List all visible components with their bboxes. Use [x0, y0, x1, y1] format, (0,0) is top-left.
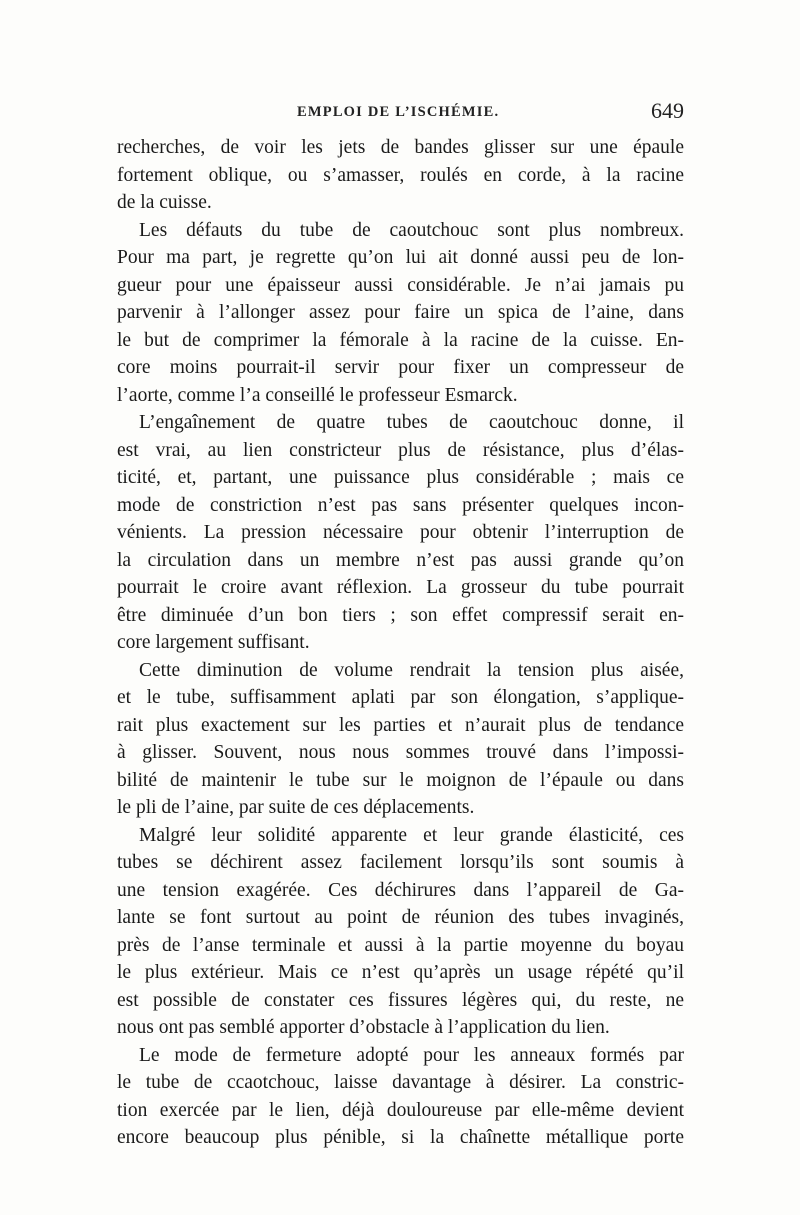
text-line: tubes se déchirent assez facilement lorsqu’ils sont soumis à — [117, 852, 684, 873]
text-line: près de l’anse terminale et aussi à la partie moyenne du boyau — [117, 934, 684, 956]
text-line: vénients. La pression nécessaire pour obtenir l’interruption de — [117, 522, 684, 543]
text-line: le plus extérieur. Mais ce n’est qu’après un usage répété qu’il — [117, 962, 684, 983]
text-line: recherches, de voir les jets de bandes glisser sur une épaule — [117, 137, 684, 158]
text-line: lante se font surtout au point de réunion des tubes invaginés, — [117, 907, 684, 928]
text-line: à glisser. Souvent, nous nous sommes trouvé dans l’impossi- — [117, 742, 684, 763]
body-text — [117, 134, 684, 1152]
text-line: être diminuée d’un bon tiers ; son effet compressif serait en- — [117, 604, 684, 626]
text-line: mode de constriction n’est pas sans présenter quelques incon- — [117, 494, 684, 516]
text-line: le tube de ccaotchouc, laisse davantage à désirer. La constric- — [117, 1072, 684, 1093]
text-line: le but de comprimer la fémorale à la racine de la cuisse. En- — [117, 329, 684, 351]
text-line: tion exercée par le lien, déjà douloureuse par elle-même devient — [117, 1099, 684, 1121]
text-line: Le mode de fermeture adopté pour les anneaux formés par — [139, 1044, 684, 1066]
text-line: Pour ma part, je regrette qu’on lui ait donné aussi peu de lon- — [117, 247, 684, 268]
text-line: est vrai, au lien constricteur plus de résistance, plus d’élas- — [117, 439, 684, 461]
text-line: l’aorte, comme l’a conseillé le professeur Esmarck. — [117, 384, 518, 406]
text-line: fortement oblique, ou s’amasser, roulés en corde, à la racine — [117, 164, 684, 186]
paragraph-1 — [117, 134, 684, 217]
paragraph-5 — [117, 822, 684, 1042]
text-line: gueur pour une épaisseur aussi considérable. Je n’ai jamais pu — [117, 274, 684, 296]
text-line: parvenir à l’allonger assez pour faire un spica de l’aine, dans — [117, 302, 684, 323]
text-line: Cette diminution de volume rendrait la tension plus aisée, — [139, 659, 684, 681]
text-line: core moins pourrait-il servir pour fixer un compresseur de — [117, 357, 684, 378]
text-line: est possible de constater ces fissures légères qui, du reste, ne — [117, 989, 684, 1011]
text-line: rait plus exactement sur les parties et n’aurait plus de tendance — [117, 714, 684, 736]
text-line: bilité de maintenir le tube sur le moignon de l’épaule ou dans — [117, 769, 684, 791]
page-number: 649 — [651, 98, 684, 123]
paragraph-6 — [117, 1042, 684, 1152]
text-line: et le tube, suffisamment aplati par son élongation, s’applique- — [117, 687, 684, 708]
paragraph-3 — [117, 409, 684, 657]
text-line: Les défauts du tube de caoutchouc sont plus nombreux. — [139, 219, 684, 241]
text-line: nous ont pas semblé apporter d’obstacle à l’application du lien. — [117, 1017, 610, 1038]
text-line: de la cuisse. — [117, 192, 212, 213]
running-head — [117, 98, 684, 128]
text-line: ticité, et, partant, une puissance plus considérable ; mais ce — [117, 467, 684, 488]
text-line: la circulation dans un membre n’est pas aussi grande qu’on — [117, 549, 684, 571]
paragraph-2 — [117, 217, 684, 410]
text-line: pourrait le croire avant réflexion. La grosseur du tube pourrait — [117, 577, 684, 598]
text-line: encore beaucoup plus pénible, si la chaînette métallique porte — [117, 1127, 684, 1148]
text-line: Malgré leur solidité apparente et leur grande élasticité, ces — [139, 824, 684, 846]
text-line: L’engaînement de quatre tubes de caoutchouc donne, il — [139, 412, 684, 433]
paragraph-4 — [117, 657, 684, 822]
text-line: le pli de l’aine, par suite de ces déplacements. — [117, 797, 475, 818]
text-line: une tension exagérée. Ces déchirures dans l’appareil de Ga- — [117, 879, 684, 901]
running-title: EMPLOI DE L’ISCHÉMIE. — [297, 104, 500, 120]
text-line: core largement suffisant. — [117, 632, 310, 653]
